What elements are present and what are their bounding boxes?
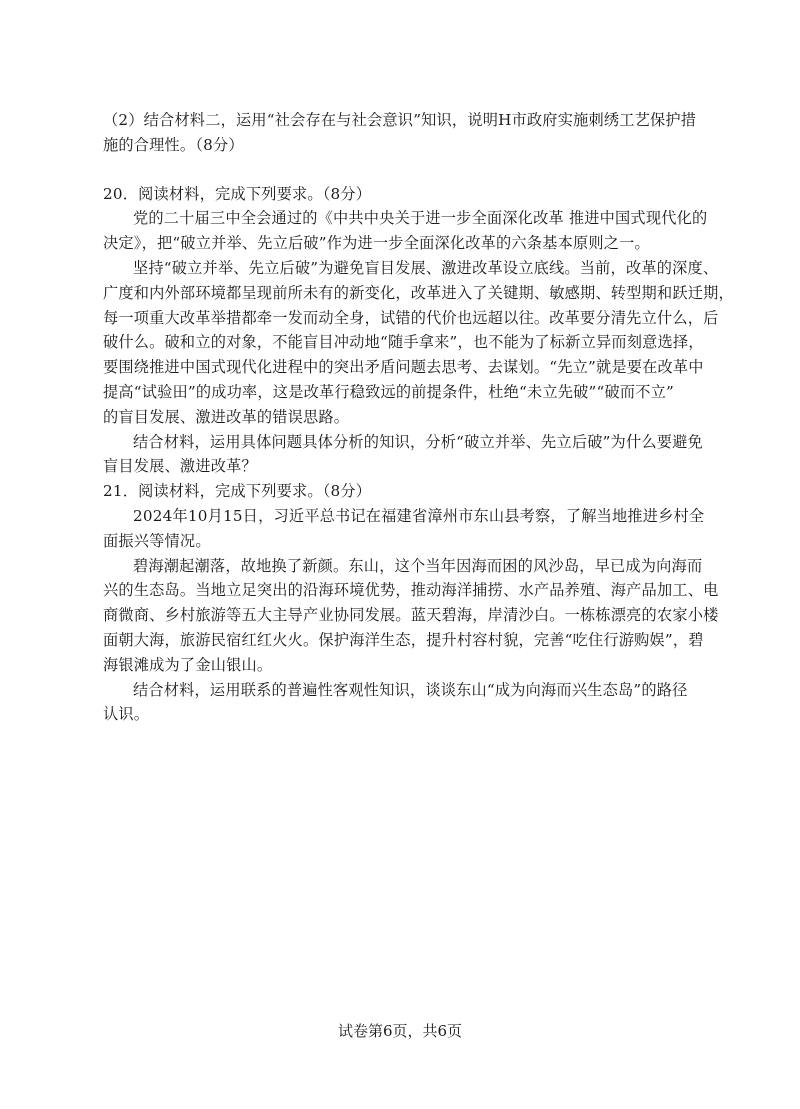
text-line: 决定》，把“破立并举、先立后破”作为进一步全面深化改革的六条基本原则之一。 (103, 234, 650, 253)
page-footer (0, 1021, 800, 1041)
q20-heading (103, 182, 703, 207)
text-line: 广度和内外部环境都呈现前所未有的新变化，改革进入了关键期、敏感期、转型期和跃迁期， (103, 283, 734, 302)
page-number-label: 试卷第6页，共6页 (337, 1022, 463, 1040)
text-line: 面振兴等情况。 (103, 531, 211, 550)
q21-material-para2 (103, 554, 719, 678)
text-line: 每一项重大改革举措都牵一发而动全身，试错的代价也远超以往。改革要分清先立什么，后 (103, 308, 719, 327)
text-line: 提高“试验田”的成功率，这是改革行稳致远的前提条件，杜绝“未立先破”“破而不立” (103, 382, 674, 401)
q21-material-para1 (103, 504, 703, 554)
q19-part2-text (103, 108, 703, 158)
question-heading: 21．阅读材料，完成下列要求。（8分） (103, 482, 372, 501)
text-line: 破什么。破和立的对象，不能盲目冲动地“随手拿来”，也不能为了标新立异而刻意选择， (103, 333, 704, 352)
text-line: 要围绕推进中国式现代化进程中的突出矛盾问题去思考、去谋划。“先立”就是要在改革中 (103, 358, 704, 377)
text-line: 面朝大海，旅游民宿红红火火。保护海洋生态，提升村容村貌，完善“吃住行游购娱”，碧 (103, 630, 704, 649)
exam-page-content (103, 108, 734, 727)
text-line: 的盲目发展、激进改革的错误思路。 (103, 407, 350, 426)
text-line: 盲目发展、激进改革？ (103, 457, 257, 476)
q21-question (103, 678, 703, 728)
text-line: 2024年10月15日，习近平总书记在福建省漳州市东山县考察，了解当地推进乡村全 (133, 506, 705, 525)
q20-material-para1 (103, 206, 708, 256)
text-line: （2）结合材料二，运用“社会存在与社会意识”知识，说明H市政府实施刺绣工艺保护措 (103, 111, 697, 129)
text-line: 党的二十届三中全会通过的《中共中央关于进一步全面深化改革 推进中国式现代化的 (133, 209, 708, 228)
text-line: 海银滩成为了金山银山。 (103, 655, 273, 674)
q21-heading (103, 479, 703, 504)
text-line: 结合材料，运用具体问题具体分析的知识，分析“破立并举、先立后破”为什么要避免 (133, 432, 703, 451)
text-line: 兴的生态岛。当地立足突出的沿海环境优势，推动海洋捕捞、水产品养殖、海产品加工、电 (103, 581, 719, 600)
text-line: 认识。 (103, 705, 150, 724)
text-line: 结合材料，运用联系的普遍性客观性知识，谈谈东山“成为向海而兴生态岛”的路径 (133, 680, 688, 699)
text-line: 坚持“破立并举、先立后破”为避免盲目发展、激进改革设立底线。当前，改革的深度、 (133, 258, 719, 277)
q20-material-para2 (103, 256, 734, 430)
text-line: 施的合理性。（8分） (103, 135, 244, 154)
q20-question (103, 430, 703, 480)
text-line: 碧海潮起潮落，故地换了新颜。东山，这个当年因海而困的风沙岛，早已成为向海而 (133, 556, 703, 575)
question-heading: 20．阅读材料，完成下列要求。（8分） (103, 184, 372, 203)
text-line: 商微商、乡村旅游等五大主导产业协同发展。蓝天碧海，岸清沙白。一栋栋漂亮的农家小楼 (103, 606, 719, 625)
